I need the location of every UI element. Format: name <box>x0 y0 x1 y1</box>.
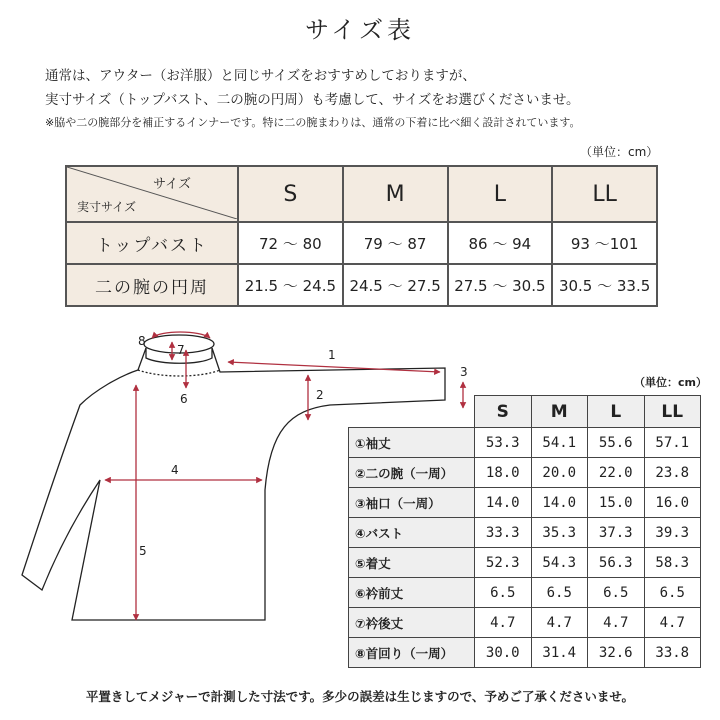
table-row <box>66 264 657 306</box>
table-row <box>349 518 701 548</box>
table-row <box>66 222 657 264</box>
size-header: M <box>531 396 588 428</box>
cell: 16.0 <box>644 488 701 518</box>
cell: 24.5 ～ 27.5 <box>343 264 448 306</box>
row-label: ⑧首回り（一周） <box>349 638 475 668</box>
size-header: S <box>238 166 343 222</box>
note-2: 実寸サイズ（トップバスト、二の腕の円周）も考慮して、サイズをお選びくださいませ。 <box>45 92 580 108</box>
cell: 20.0 <box>531 458 588 488</box>
table-row <box>349 608 701 638</box>
size-header: S <box>475 396 532 428</box>
corner-cell <box>66 166 238 222</box>
unit-label-2: （単位：cm） <box>634 376 707 389</box>
row-label: ⑤着丈 <box>349 548 475 578</box>
label-4: 4 <box>171 463 179 477</box>
cell: 57.1 <box>644 428 701 458</box>
size-header: M <box>343 166 448 222</box>
cell: 33.3 <box>475 518 532 548</box>
note-1: 通常は、アウター（お洋服）と同じサイズをおすすめしておりますが、 <box>45 68 476 84</box>
label-8: 8 <box>138 334 146 348</box>
cell: 56.3 <box>588 548 645 578</box>
cell: 30.5 ～ 33.5 <box>552 264 657 306</box>
table-row <box>349 428 701 458</box>
cell: 86 ～ 94 <box>448 222 553 264</box>
table-row <box>349 488 701 518</box>
label-3: 3 <box>460 365 468 379</box>
cell: 14.0 <box>475 488 532 518</box>
cell: 4.7 <box>588 608 645 638</box>
label-7: 7 <box>177 343 185 357</box>
cell: 15.0 <box>588 488 645 518</box>
cell: 79 ～ 87 <box>343 222 448 264</box>
cell: 23.8 <box>644 458 701 488</box>
size-header: LL <box>552 166 657 222</box>
cell: 22.0 <box>588 458 645 488</box>
table-row <box>349 548 701 578</box>
table-row <box>349 578 701 608</box>
cell: 4.7 <box>475 608 532 638</box>
cell: 54.1 <box>531 428 588 458</box>
corner-top: サイズ <box>153 177 191 192</box>
measurement-table <box>348 395 701 668</box>
cell: 31.4 <box>531 638 588 668</box>
cell: 37.3 <box>588 518 645 548</box>
label-5: 5 <box>139 544 147 558</box>
note-3: ※脇や二の腕部分を補正するインナーです。特に二の腕まわりは、通常の下着に比べ細く設計されています。 <box>45 116 581 129</box>
size-header-row <box>349 396 701 428</box>
row-label: ⑦衿後丈 <box>349 608 475 638</box>
label-6: 6 <box>180 392 188 406</box>
size-header: L <box>588 396 645 428</box>
row-label: ⑥衿前丈 <box>349 578 475 608</box>
size-header-row <box>66 166 657 222</box>
row-label: 二の腕の円周 <box>66 264 238 306</box>
blank-cell <box>349 396 475 428</box>
row-label: ③袖口（一周） <box>349 488 475 518</box>
cell: 58.3 <box>644 548 701 578</box>
cell: 18.0 <box>475 458 532 488</box>
cell: 4.7 <box>531 608 588 638</box>
label-2: 2 <box>316 388 324 402</box>
row-label: ①袖丈 <box>349 428 475 458</box>
cell: 72 ～ 80 <box>238 222 343 264</box>
cell: 53.3 <box>475 428 532 458</box>
cell: 4.7 <box>644 608 701 638</box>
footer-note: 平置きしてメジャーで計測した寸法です。多少の誤差は生じますので、予めご了承くださいませ。 <box>85 689 635 704</box>
page-title: サイズ表 <box>304 16 416 44</box>
cell: 21.5 ～ 24.5 <box>238 264 343 306</box>
cell: 14.0 <box>531 488 588 518</box>
cell: 6.5 <box>531 578 588 608</box>
cell: 6.5 <box>475 578 532 608</box>
cell: 39.3 <box>644 518 701 548</box>
cell: 6.5 <box>588 578 645 608</box>
cell: 93 ～101 <box>552 222 657 264</box>
cell: 54.3 <box>531 548 588 578</box>
row-label: ②二の腕（一周） <box>349 458 475 488</box>
cell: 55.6 <box>588 428 645 458</box>
table-row <box>349 458 701 488</box>
size-header: LL <box>644 396 701 428</box>
row-label: ④バスト <box>349 518 475 548</box>
unit-label: （単位：cm） <box>580 145 659 159</box>
cell: 33.8 <box>644 638 701 668</box>
cell: 6.5 <box>644 578 701 608</box>
size-table <box>65 165 658 307</box>
cell: 27.5 ～ 30.5 <box>448 264 553 306</box>
cell: 52.3 <box>475 548 532 578</box>
cell: 30.0 <box>475 638 532 668</box>
corner-bottom: 実寸サイズ <box>77 200 137 214</box>
table-row <box>349 638 701 668</box>
cell: 32.6 <box>588 638 645 668</box>
label-1: 1 <box>328 348 336 362</box>
size-header: L <box>448 166 553 222</box>
cell: 35.3 <box>531 518 588 548</box>
row-label: トップバスト <box>66 222 238 264</box>
